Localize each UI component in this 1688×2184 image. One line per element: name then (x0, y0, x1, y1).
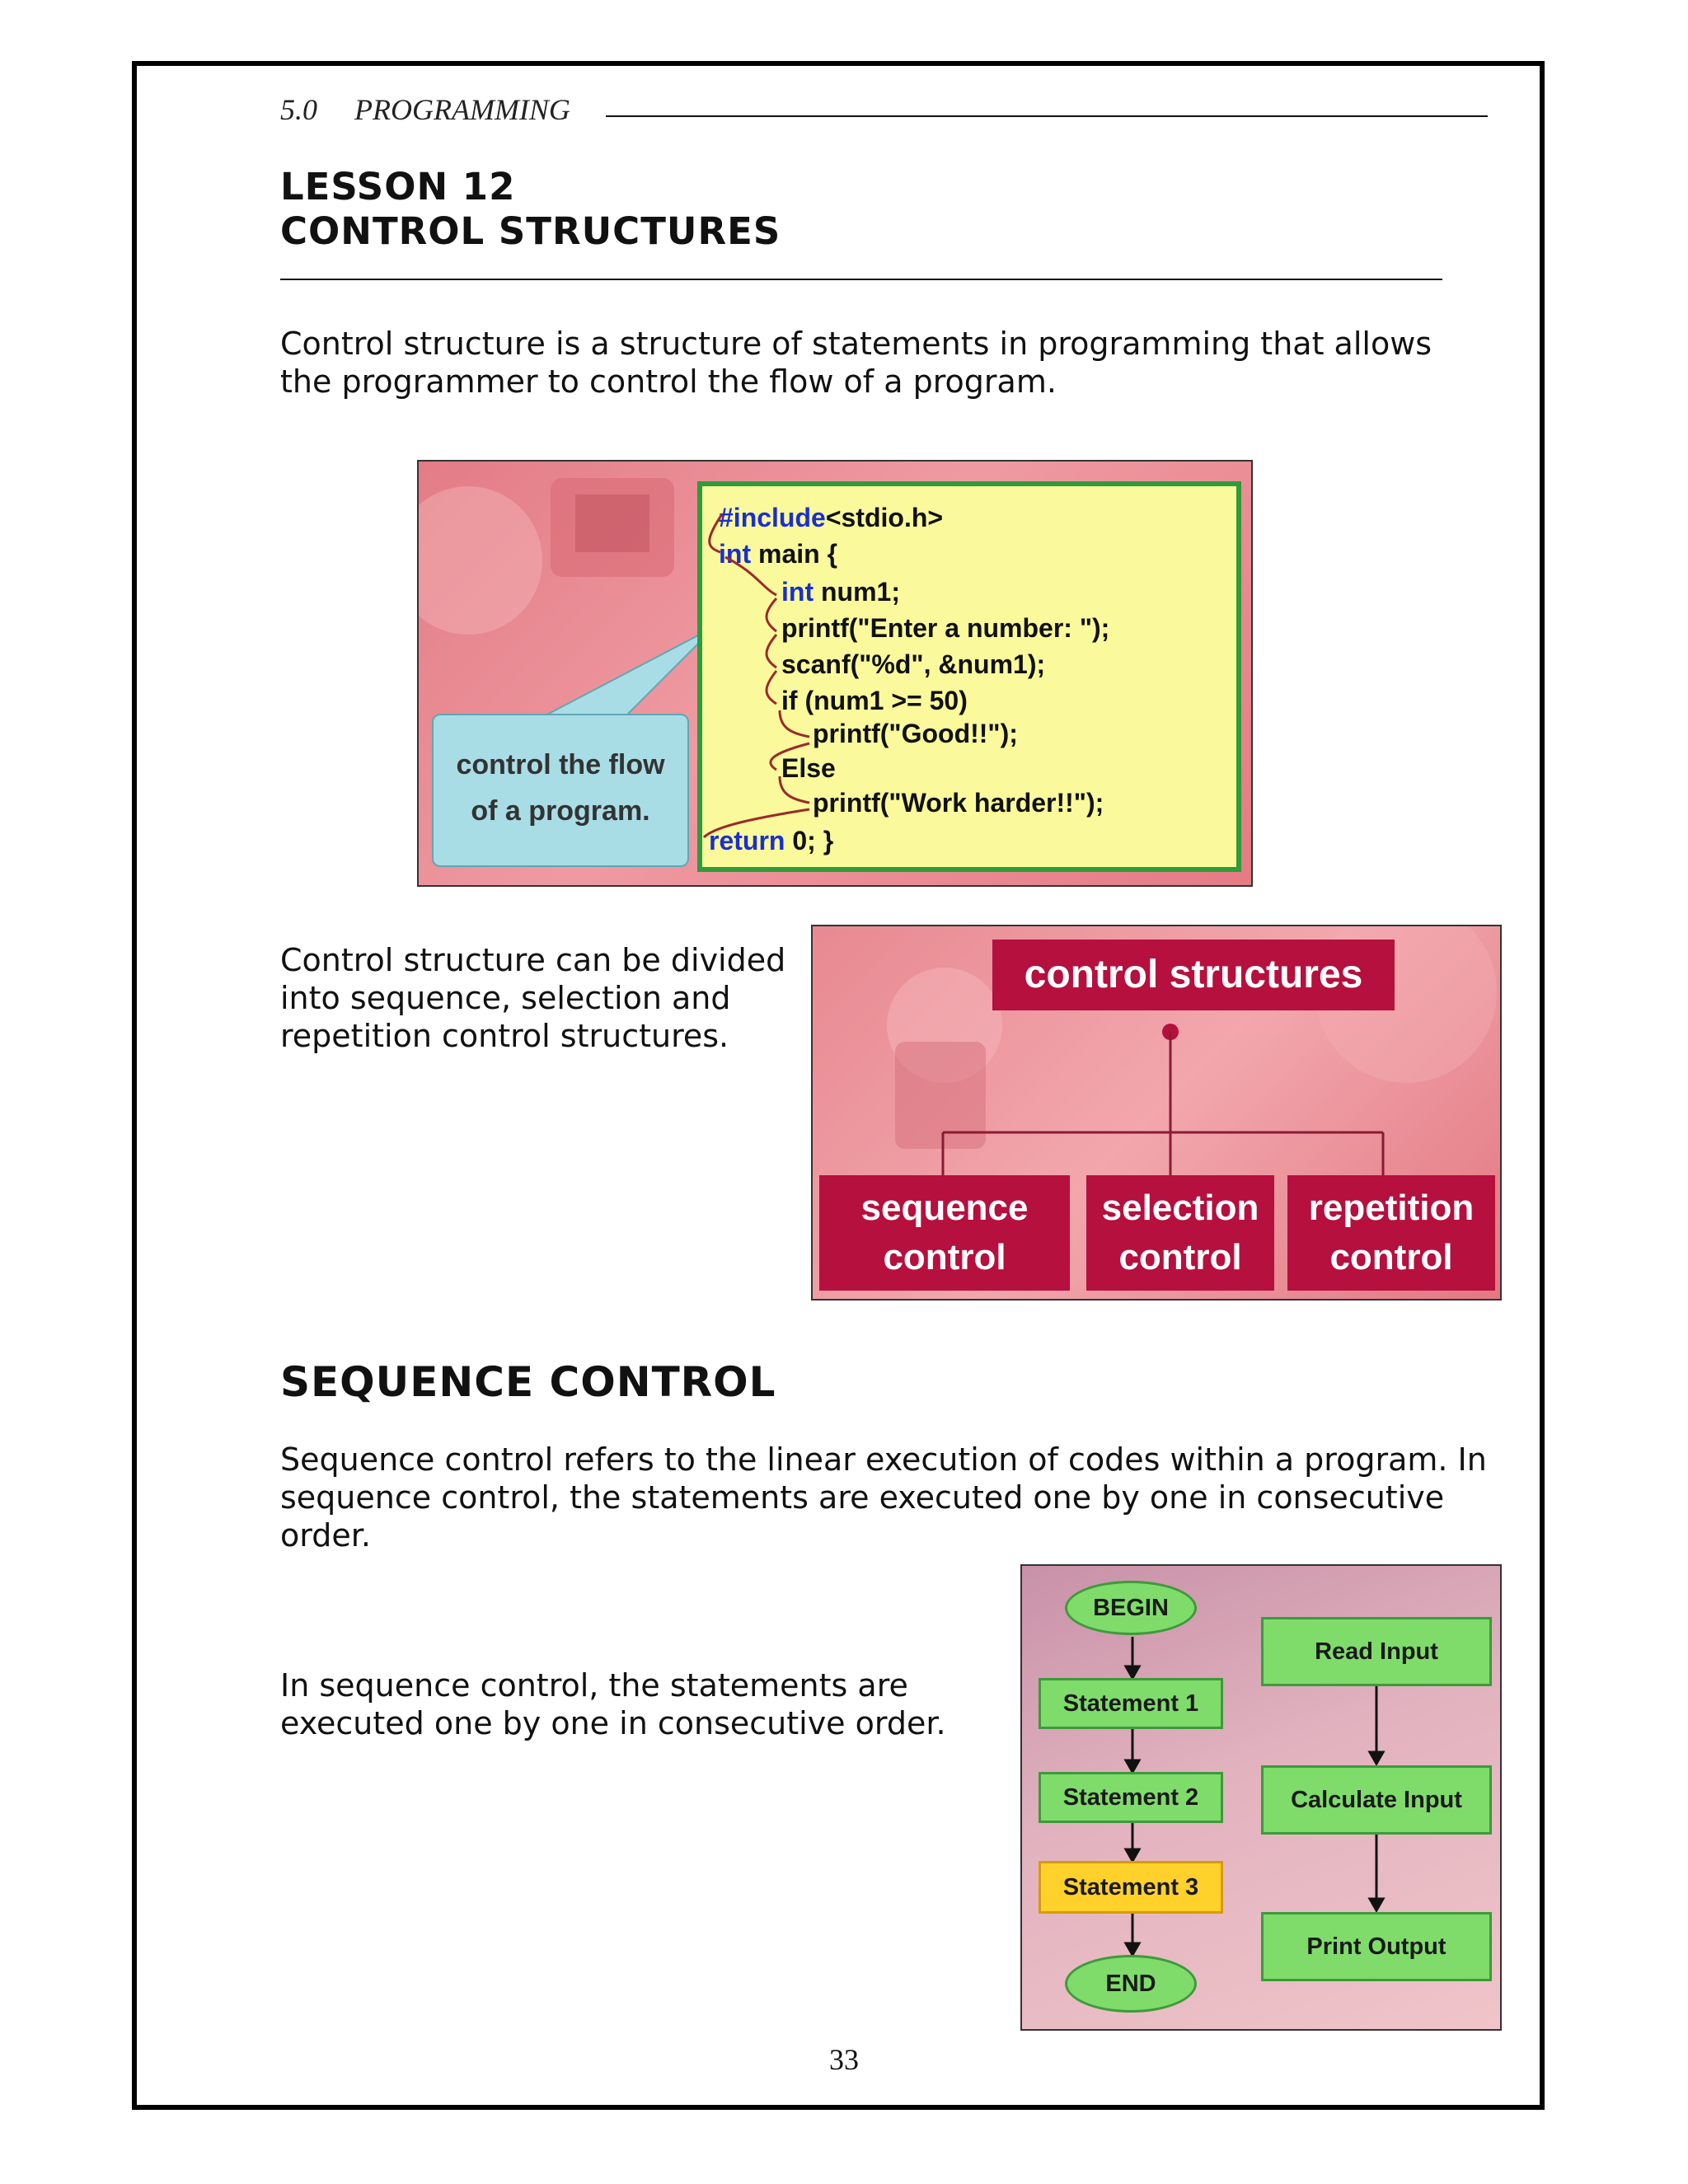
code-text: main { (751, 539, 838, 569)
control-structures-figure (811, 925, 1502, 1301)
box-line: control (883, 1237, 1006, 1277)
calculate-input-node: Calculate Input (1261, 1765, 1492, 1835)
intro-line: Control structure is a structure of statements in programming that allows (280, 326, 1432, 362)
lesson-topic: CONTROL STRUCTURES (280, 209, 781, 253)
box-line: selection (1101, 1188, 1259, 1228)
read-input-node: Read Input (1261, 1617, 1492, 1686)
section-header: 5.0 PROGRAMMING (280, 93, 570, 126)
repetition-control-box (1287, 1175, 1495, 1291)
sequence-line: sequence control, the statements are executed one by one in consecutive (280, 1479, 1445, 1516)
intro-paragraph (280, 325, 1432, 401)
side-line: In sequence control, the statements are (280, 1667, 908, 1704)
sequence-line: Sequence control refers to the linear execution of codes within a program. In (280, 1441, 1487, 1478)
intro-line: the programmer to control the flow of a program. (280, 363, 1057, 400)
lesson-number: LESSON 12 (280, 165, 516, 209)
control-structures-label: control structures (992, 940, 1395, 1010)
callout-line: control the flow (456, 749, 665, 780)
code-text: <stdio.h> (825, 503, 944, 532)
box-line: control (1118, 1237, 1242, 1277)
code-text: if (num1 >= 50) (781, 686, 968, 715)
sequence-paragraph (280, 1441, 1487, 1554)
lesson-title (280, 165, 781, 254)
code-keyword: return (709, 826, 785, 855)
code-keyword: #include (719, 503, 826, 532)
callout-line: of a program. (471, 795, 650, 827)
flow-arrows (697, 481, 1241, 872)
code-text: printf("Work harder!!"); (813, 788, 1104, 818)
code-text: printf("Good!!"); (813, 719, 1018, 748)
page-number: 33 (829, 2043, 859, 2076)
code-text: printf("Enter a number: "); (781, 613, 1110, 643)
begin-node: BEGIN (1065, 1581, 1197, 1635)
code-panel (697, 481, 1241, 872)
box-line: control (1329, 1237, 1453, 1277)
print-output-node: Print Output (1261, 1912, 1492, 1981)
code-figure (417, 460, 1253, 887)
divided-line: Control structure can be divided (280, 942, 786, 978)
sequence-line: order. (280, 1517, 371, 1554)
title-rule (280, 279, 1442, 280)
divided-line: into sequence, selection and (280, 980, 731, 1016)
divided-paragraph (280, 941, 785, 1055)
sequence-side-paragraph (280, 1666, 946, 1742)
header-rule (606, 115, 1488, 117)
statement-3-node: Statement 3 (1039, 1861, 1223, 1914)
box-line: sequence (860, 1188, 1029, 1228)
sequence-control-box (819, 1175, 1070, 1291)
side-line: executed one by one in consecutive order. (280, 1705, 946, 1741)
code-text: 0; } (785, 826, 834, 855)
flow-callout (432, 714, 689, 867)
statement-2-node: Statement 2 (1039, 1772, 1223, 1823)
selection-control-box (1086, 1175, 1274, 1291)
end-node: END (1065, 1955, 1197, 2013)
code-text: Else (781, 753, 836, 783)
code-text: num1; (814, 577, 900, 607)
code-text: scanf("%d", &num1); (781, 649, 1046, 679)
divided-line: repetition control structures. (280, 1018, 729, 1054)
code-keyword: int (781, 577, 814, 607)
sequence-heading: SEQUENCE CONTROL (280, 1358, 776, 1406)
code-keyword: int (719, 539, 752, 569)
statement-1-node: Statement 1 (1039, 1678, 1223, 1729)
sequence-flowchart (1020, 1564, 1502, 2031)
box-line: repetition (1308, 1188, 1475, 1228)
